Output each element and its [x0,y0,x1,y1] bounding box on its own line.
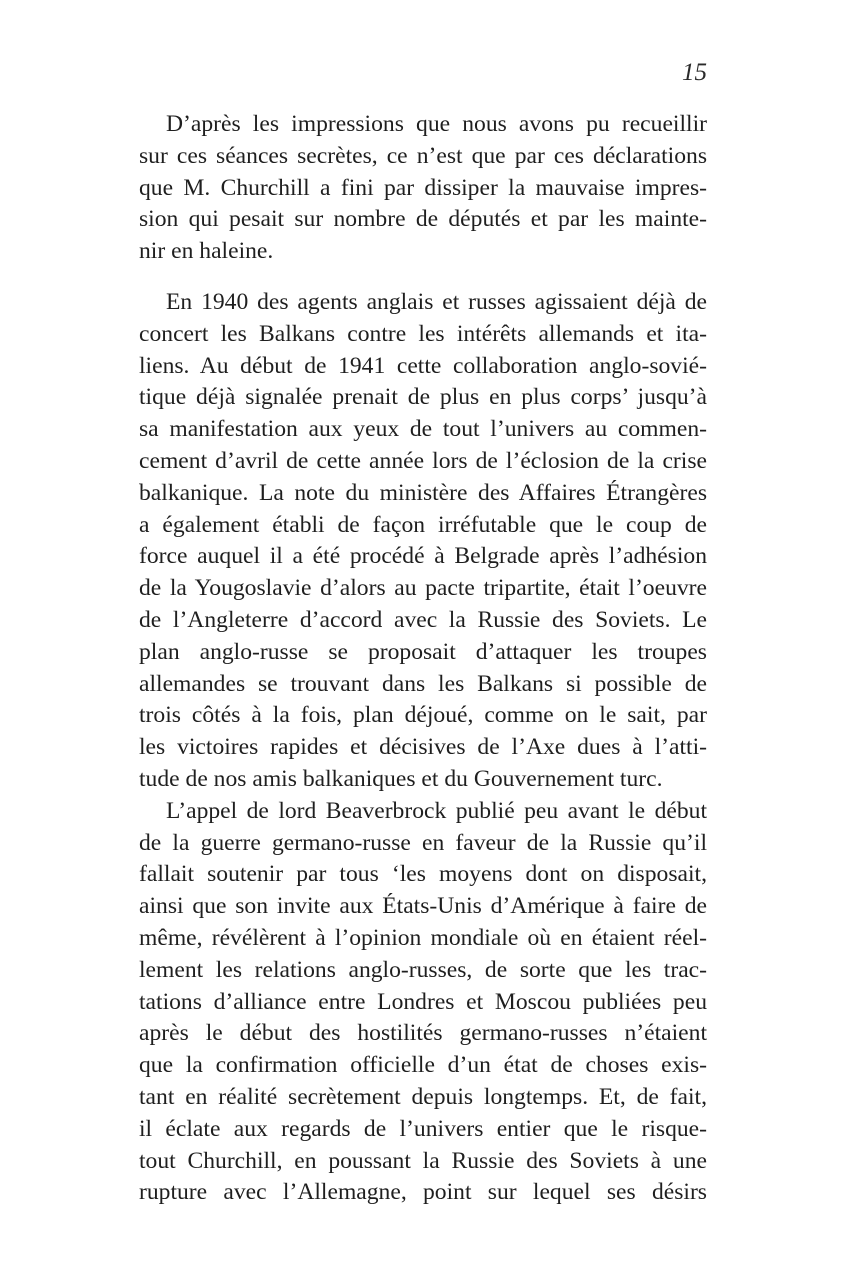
text-line: cement d’avril de cette année lors de l’éclosion de la crise [139,447,707,474]
text-line: de l’Angleterre d’accord avec la Russie des Soviets. Le [139,606,707,633]
text-line: allemandes se trouvant dans les Balkans si possible de [139,670,707,697]
paragraph-3 [139,796,707,1209]
text-line: a également établi de façon irréfutable que le coup de [139,511,707,538]
text-line: tout Churchill, en poussant la Russie des Soviets à une [139,1147,707,1174]
text-line: D’après les impressions que nous avons pu recueillir [166,111,707,137]
text-line: il éclate aux regards de l’univers entier que le risque- [139,1115,707,1142]
text-line: sur ces séances secrètes, ce n’est que par ces déclarations [139,142,707,169]
text-line: L’appel de lord Beaverbrock publié peu avant le début [166,797,707,824]
paragraph-1 [139,109,707,268]
paragraph-gap [139,268,707,287]
text-line: tations d’alliance entre Londres et Moscou publiées peu [139,988,707,1015]
text-line: fallait soutenir par tous ‘les moyens dont on disposait, [139,861,707,888]
text-line: même, révélèrent à l’opinion mondiale où en étaient réel- [139,924,707,951]
text-line: concert les Balkans contre les intérêts allemands et ita- [139,320,707,347]
page-number: 15 [682,59,707,86]
text-line: trois côtés à la fois, plan déjoué, comme on le sait, par [139,702,707,729]
body-text [139,109,707,1209]
text-line: de la Yougoslavie d’alors au pacte tripartite, était l’oeuvre [139,575,707,602]
text-line: de la guerre germano-russe en faveur de la Russie qu’il [139,829,707,856]
text-line: ainsi que son invite aux États-Unis d’Amérique à faire de [139,893,707,920]
text-line: tique déjà signalée prenait de plus en plus corps’ jusqu’à [139,384,707,411]
text-line: tant en réalité secrètement depuis longtemps. Et, de fait, [139,1083,707,1110]
text-line: lement les relations anglo-russes, de sorte que les trac- [139,956,707,983]
text-line: sion qui pesait sur nombre de députés et par les mainte- [139,206,707,233]
text-line: rupture avec l’Allemagne, point sur lequel ses désirs [139,1179,707,1206]
text-line: force auquel il a été procédé à Belgrade après l’adhésion [139,543,707,570]
text-line: nir en haleine. [139,238,274,265]
text-line: sa manifestation aux yeux de tout l’univers au commen- [139,416,707,443]
paragraph-2 [139,287,707,796]
text-line: que la confirmation officielle d’un état de choses exis- [139,1052,707,1079]
text-line: les victoires rapides et décisives de l’Axe dues à l’atti- [139,734,707,761]
text-line: En 1940 des agents anglais et russes agissaient déjà de [166,288,707,315]
text-line: après le début des hostilités germano-russes n’étaient [139,1020,707,1047]
text-line: balkanique. La note du ministère des Affaires Étrangères [139,479,707,506]
text-line: plan anglo-russe se proposait d’attaquer les troupes [139,638,707,665]
text-line: liens. Au début de 1941 cette collaboration anglo-sovié- [139,352,707,379]
text-line: tude de nos amis balkaniques et du Gouvernement turc. [139,765,663,792]
text-line: que M. Churchill a fini par dissiper la mauvaise impres- [139,174,707,201]
